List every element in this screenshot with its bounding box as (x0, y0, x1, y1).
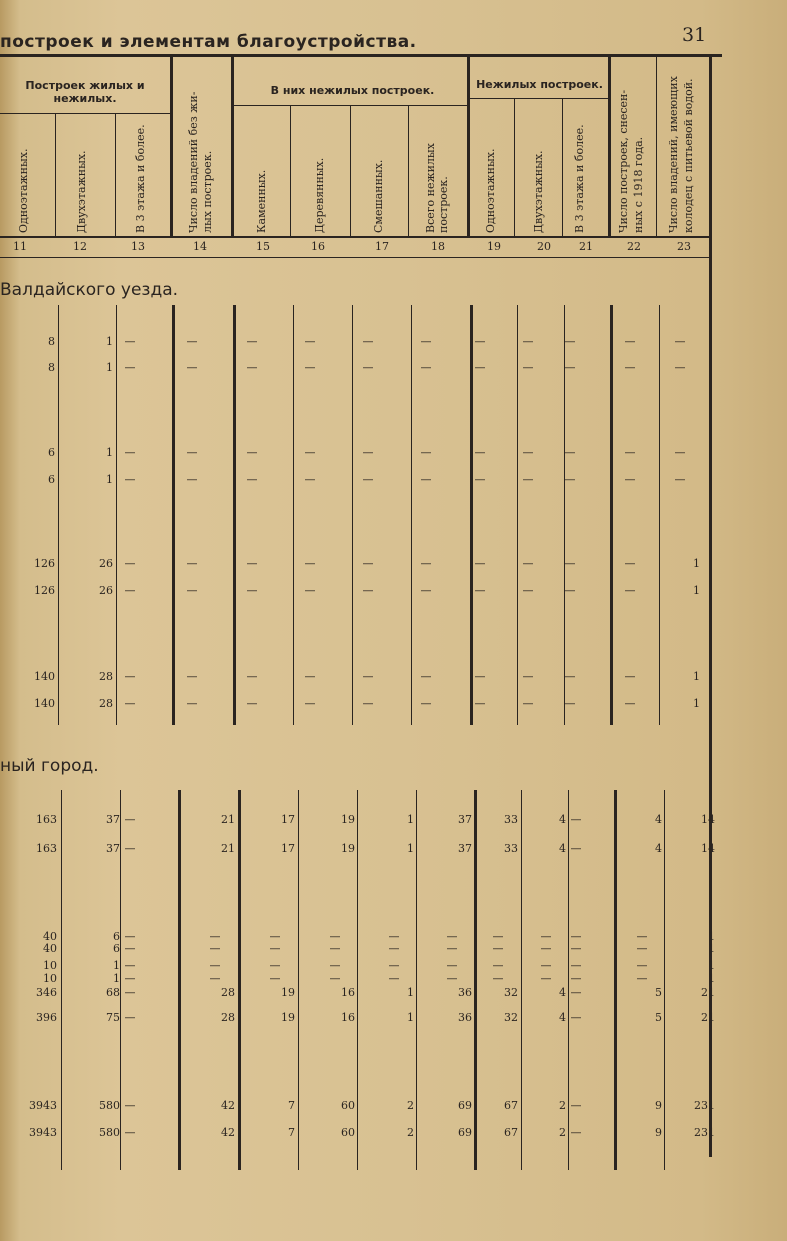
table-cell: — (624, 670, 636, 683)
table-cell: 69 (458, 1099, 472, 1112)
table-cell: 1 (106, 473, 113, 486)
table-cell: 6 (48, 473, 55, 486)
table-cell: — (492, 972, 504, 985)
table-cell: 1 (407, 1011, 414, 1024)
table-cell: — (124, 1126, 136, 1139)
column-number: 12 (73, 240, 87, 253)
header-column-divider (290, 105, 291, 238)
table-cell: 8 (48, 361, 55, 374)
table-cell: — (246, 361, 258, 374)
column-number: 23 (677, 240, 691, 253)
header-subline (470, 98, 610, 99)
header-column-divider (55, 113, 56, 238)
body-column-divider (298, 790, 299, 1170)
table-cell: 6 (113, 930, 120, 943)
table-cell: — (124, 361, 136, 374)
table-cell: 2 (407, 1099, 414, 1112)
table-cell: — (522, 446, 534, 459)
table-cell: — (570, 986, 582, 999)
table-cell: — (329, 942, 341, 955)
table-cell: — (186, 446, 198, 459)
body-column-divider (416, 790, 417, 1170)
table-cell: — (304, 335, 316, 348)
table-cell: — (492, 959, 504, 972)
table-cell: — (362, 670, 374, 683)
body-column-divider (474, 790, 477, 1170)
table-cell: 1 (693, 557, 700, 570)
table-cell: 126 (34, 584, 55, 597)
table-cell: 1 (407, 842, 414, 855)
header-column-divider (170, 57, 173, 238)
table-cell: 14 (701, 842, 715, 855)
table-cell: 75 (106, 1011, 120, 1024)
table-cell: 2 (407, 1126, 414, 1139)
table-cell: — (522, 335, 534, 348)
group-header-nonresidential: Нежилых построек. (476, 78, 603, 91)
column-header-23b: колодец с питьевой водой. (682, 78, 695, 233)
table-cell: — (540, 959, 552, 972)
table-cell: — (540, 942, 552, 955)
table-cell: 21 (221, 813, 235, 826)
column-header-18b: построек. (437, 176, 450, 233)
body-column-divider (664, 790, 665, 1170)
table-cell: 580 (99, 1099, 120, 1112)
column-number: 16 (311, 240, 325, 253)
table-cell: 1 (407, 986, 414, 999)
table-cell: — (420, 557, 432, 570)
table-cell: — (269, 959, 281, 972)
table-cell: 7 (288, 1099, 295, 1112)
column-header-15: Каменных. (255, 169, 268, 233)
column-number: 14 (193, 240, 207, 253)
table-cell: — (246, 670, 258, 683)
table-cell: — (636, 942, 648, 955)
table-cell: 231 (694, 1126, 715, 1139)
column-header-16: Деревянных. (313, 157, 326, 233)
table-cell: 19 (341, 813, 355, 826)
page-header-title: построек и элементам благоустройства. (0, 32, 417, 52)
table-cell: 69 (458, 1126, 472, 1139)
table-cell: — (124, 842, 136, 855)
body-column-divider (614, 790, 617, 1170)
table-cell: — (209, 930, 221, 943)
table-cell: — (492, 930, 504, 943)
body-column-divider (357, 790, 358, 1170)
column-number: 20 (537, 240, 551, 253)
table-cell: 37 (458, 842, 472, 855)
table-cell: — (522, 473, 534, 486)
table-cell: 42 (221, 1126, 235, 1139)
top-rule (0, 54, 722, 57)
table-cell: — (564, 670, 576, 683)
table-cell: — (624, 335, 636, 348)
table-cell: — (420, 473, 432, 486)
section-heading-valdai-uezd: Валдайского уезда. (0, 280, 179, 300)
table-cell: 10 (43, 959, 57, 972)
table-cell: — (304, 361, 316, 374)
table-cell: — (420, 361, 432, 374)
table-cell: 16 (341, 986, 355, 999)
table-cell: — (570, 1126, 582, 1139)
table-cell: 26 (99, 584, 113, 597)
table-cell: 4 (655, 842, 662, 855)
table-cell: — (209, 942, 221, 955)
table-cell: — (570, 942, 582, 955)
table-cell: — (362, 335, 374, 348)
table-cell: — (269, 942, 281, 955)
table-cell: 163 (36, 842, 57, 855)
header-column-divider (408, 105, 409, 238)
table-cell: 6 (113, 942, 120, 955)
header-column-divider (115, 113, 116, 238)
column-header-11: Одноэтажных. (17, 148, 30, 233)
table-cell: — (124, 942, 136, 955)
table-cell: — (446, 930, 458, 943)
table-cell: — (124, 335, 136, 348)
table-cell: — (388, 942, 400, 955)
table-cell: 7 (288, 1126, 295, 1139)
column-header-14b: лых построек. (201, 150, 214, 233)
column-header-21: В 3 этажа и более. (573, 124, 586, 233)
table-cell: 42 (221, 1099, 235, 1112)
column-header-13: В 3 этажа и более. (134, 124, 147, 233)
table-cell: — (124, 557, 136, 570)
table-cell: — (209, 959, 221, 972)
column-header-14a: Число владений без жи- (187, 91, 200, 233)
table-cell: — (636, 959, 648, 972)
table-cell: — (474, 473, 486, 486)
table-cell: 40 (43, 930, 57, 943)
table-cell: — (246, 473, 258, 486)
table-cell: — (474, 361, 486, 374)
column-number: 13 (131, 240, 145, 253)
table-cell: — (570, 972, 582, 985)
group-header-buildings: Построек жилых и нежилых. (25, 79, 145, 105)
page-number: 31 (682, 24, 707, 46)
table-cell: — (564, 473, 576, 486)
table-cell: 1 (113, 959, 120, 972)
table-cell: 60 (341, 1126, 355, 1139)
table-cell: — (420, 670, 432, 683)
table-cell: 26 (99, 557, 113, 570)
body-column-divider (521, 790, 522, 1170)
column-header-12: Двухэтажных. (75, 150, 88, 233)
table-cell: 346 (36, 986, 57, 999)
table-cell: — (186, 361, 198, 374)
table-cell: — (570, 959, 582, 972)
table-cell: 21 (701, 986, 715, 999)
table-cell: — (570, 842, 582, 855)
table-cell: 16 (341, 1011, 355, 1024)
table-cell: 4 (559, 1011, 566, 1024)
header-column-divider (514, 98, 515, 238)
table-cell: 140 (34, 697, 55, 710)
table-cell: — (624, 473, 636, 486)
table-cell: 4 (655, 813, 662, 826)
table-cell: 40 (43, 942, 57, 955)
table-cell: — (564, 335, 576, 348)
table-cell: — (329, 972, 341, 985)
table-cell: — (624, 697, 636, 710)
table-cell: — (522, 670, 534, 683)
table-cell: — (522, 584, 534, 597)
body-column-divider (238, 790, 241, 1170)
table-cell: — (446, 942, 458, 955)
column-number: 11 (13, 240, 27, 253)
table-cell: — (362, 473, 374, 486)
table-cell: — (186, 584, 198, 597)
table-cell: — (388, 930, 400, 943)
table-cell: 1 (106, 335, 113, 348)
table-cell: — (124, 986, 136, 999)
table-cell: — (209, 972, 221, 985)
column-header-19: Одноэтажных. (484, 148, 497, 233)
column-header-22b: ных с 1918 года. (632, 136, 645, 233)
table-cell: 580 (99, 1126, 120, 1139)
table-cell: 8 (48, 335, 55, 348)
table-cell: — (304, 697, 316, 710)
table-cell: — (522, 361, 534, 374)
table-cell: 14 (701, 813, 715, 826)
table-cell: — (474, 335, 486, 348)
column-header-20: Двухэтажных. (532, 150, 545, 233)
table-cell: — (304, 670, 316, 683)
table-cell: 126 (34, 557, 55, 570)
table-cell: 1 (106, 446, 113, 459)
table-cell: 28 (221, 1011, 235, 1024)
table-cell: 21 (701, 1011, 715, 1024)
table-cell: — (420, 584, 432, 597)
column-number: 15 (256, 240, 270, 253)
table-cell: — (269, 972, 281, 985)
table-cell: — (636, 972, 648, 985)
table-cell: — (246, 697, 258, 710)
table-cell: — (124, 473, 136, 486)
table-cell: — (186, 557, 198, 570)
table-cell: — (624, 557, 636, 570)
table-cell: — (564, 446, 576, 459)
table-cell: — (674, 446, 686, 459)
table-cell: — (304, 473, 316, 486)
table-cell: — (492, 942, 504, 955)
table-cell: 1 (708, 942, 715, 955)
table-cell: 37 (106, 842, 120, 855)
table-cell: 231 (694, 1099, 715, 1112)
table-cell: 60 (341, 1099, 355, 1112)
table-cell: 163 (36, 813, 57, 826)
section-heading-city: ный город. (0, 756, 99, 776)
table-cell: 1 (708, 930, 715, 943)
table-cell: — (124, 972, 136, 985)
body-column-divider (61, 790, 62, 1170)
column-number: 17 (375, 240, 389, 253)
table-cell: — (124, 959, 136, 972)
table-cell: — (186, 473, 198, 486)
header-column-divider (562, 98, 563, 238)
table-cell: 67 (504, 1099, 518, 1112)
table-cell: 36 (458, 1011, 472, 1024)
table-cell: 3943 (29, 1099, 57, 1112)
table-cell: 9 (655, 1099, 662, 1112)
table-cell: — (570, 813, 582, 826)
body-column-divider (58, 305, 59, 725)
table-cell: — (624, 584, 636, 597)
header-column-divider (656, 57, 657, 238)
table-cell: — (124, 697, 136, 710)
table-cell: 1 (693, 584, 700, 597)
table-cell: — (186, 670, 198, 683)
table-cell: — (446, 959, 458, 972)
table-cell: 1 (693, 697, 700, 710)
table-cell: — (362, 557, 374, 570)
table-cell: — (674, 361, 686, 374)
table-cell: 32 (504, 1011, 518, 1024)
table-cell: 67 (504, 1126, 518, 1139)
table-cell: — (624, 361, 636, 374)
column-header-22a: Число построек, снесен- (617, 89, 630, 233)
table-cell: 36 (458, 986, 472, 999)
table-cell: 28 (99, 697, 113, 710)
table-cell: 32 (504, 986, 518, 999)
table-cell: 68 (106, 986, 120, 999)
table-cell: — (246, 335, 258, 348)
table-cell: — (124, 584, 136, 597)
column-number: 18 (431, 240, 445, 253)
table-cell: 19 (341, 842, 355, 855)
table-cell: — (124, 1099, 136, 1112)
table-cell: 33 (504, 813, 518, 826)
column-number: 22 (627, 240, 641, 253)
table-cell: 17 (281, 842, 295, 855)
table-cell: — (674, 473, 686, 486)
table-cell: — (362, 446, 374, 459)
table-cell: 1 (708, 972, 715, 985)
table-cell: — (186, 697, 198, 710)
table-cell: 1 (708, 959, 715, 972)
table-cell: — (362, 697, 374, 710)
table-cell: 2 (559, 1126, 566, 1139)
table-cell: 37 (458, 813, 472, 826)
table-cell: — (124, 670, 136, 683)
table-cell: 17 (281, 813, 295, 826)
table-cell: — (246, 446, 258, 459)
table-cell: — (636, 930, 648, 943)
table-cell: 9 (655, 1126, 662, 1139)
table-cell: — (420, 335, 432, 348)
header-column-divider (467, 57, 470, 238)
table-cell: — (522, 557, 534, 570)
table-cell: — (474, 557, 486, 570)
table-cell: 28 (99, 670, 113, 683)
table-cell: 5 (655, 1011, 662, 1024)
table-cell: — (124, 446, 136, 459)
table-cell: — (362, 361, 374, 374)
table-cell: — (564, 697, 576, 710)
header-subline (0, 113, 170, 114)
table-cell: — (362, 584, 374, 597)
group-header-nonresidential-in-them: В них нежилых построек. (270, 84, 435, 97)
table-cell: — (540, 930, 552, 943)
table-cell: 3943 (29, 1126, 57, 1139)
table-cell: 5 (655, 986, 662, 999)
table-cell: — (124, 1011, 136, 1024)
table-cell: — (124, 930, 136, 943)
table-cell: 1 (407, 813, 414, 826)
table-cell: 28 (221, 986, 235, 999)
column-header-23a: Число владений, имеющих (667, 76, 680, 233)
table-cell: — (304, 557, 316, 570)
table-cell: — (474, 670, 486, 683)
table-cell: 21 (221, 842, 235, 855)
table-cell: — (304, 584, 316, 597)
column-number: 19 (487, 240, 501, 253)
table-cell: — (522, 697, 534, 710)
table-cell: — (570, 1099, 582, 1112)
table-cell: — (388, 972, 400, 985)
table-cell: 2 (559, 1099, 566, 1112)
table-cell: — (304, 446, 316, 459)
table-cell: — (329, 959, 341, 972)
table-cell: 19 (281, 986, 295, 999)
table-cell: 140 (34, 670, 55, 683)
table-cell: — (446, 972, 458, 985)
table-cell: — (540, 972, 552, 985)
header-column-divider (608, 57, 611, 238)
table-cell: 4 (559, 986, 566, 999)
table-cell: — (186, 335, 198, 348)
header-bottom-rule (0, 236, 710, 238)
table-cell: — (124, 813, 136, 826)
column-number: 21 (579, 240, 593, 253)
column-header-17: Смешанных. (372, 159, 385, 233)
table-cell: — (624, 446, 636, 459)
table-cell: — (564, 557, 576, 570)
table-cell: — (570, 1011, 582, 1024)
table-cell: — (570, 930, 582, 943)
table-cell: 10 (43, 972, 57, 985)
table-cell: 1 (693, 670, 700, 683)
table-cell: — (420, 446, 432, 459)
column-header-18a: Всего нежилых (424, 143, 437, 233)
table-cell: 396 (36, 1011, 57, 1024)
body-column-divider (178, 790, 181, 1170)
header-column-divider (350, 105, 351, 238)
colnum-bottom-rule (0, 257, 712, 258)
table-cell: 6 (48, 446, 55, 459)
table-cell: — (564, 361, 576, 374)
table-cell: — (420, 697, 432, 710)
table-cell: — (474, 446, 486, 459)
table-cell: 33 (504, 842, 518, 855)
table-cell: — (564, 584, 576, 597)
table-cell: — (246, 584, 258, 597)
header-column-divider (231, 57, 234, 238)
table-cell: 1 (106, 361, 113, 374)
table-cell: — (474, 584, 486, 597)
table-cell: — (674, 335, 686, 348)
table-cell: 4 (559, 813, 566, 826)
table-cell: — (269, 930, 281, 943)
table-cell: — (246, 557, 258, 570)
table-cell: 37 (106, 813, 120, 826)
table-cell: 1 (113, 972, 120, 985)
table-cell: 19 (281, 1011, 295, 1024)
table-cell: 4 (559, 842, 566, 855)
table-cell: — (329, 930, 341, 943)
table-cell: — (474, 697, 486, 710)
table-cell: — (388, 959, 400, 972)
